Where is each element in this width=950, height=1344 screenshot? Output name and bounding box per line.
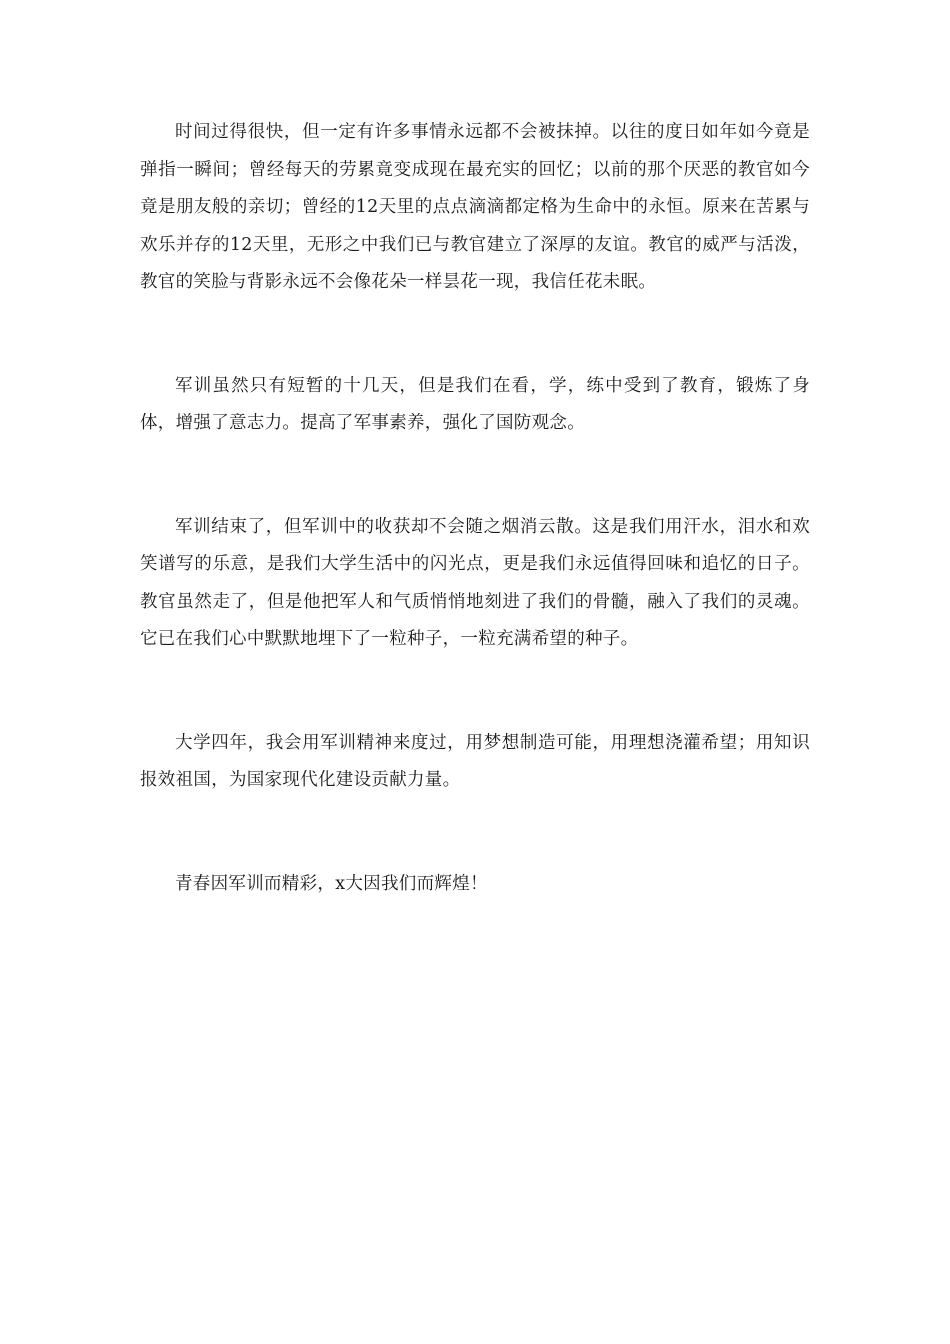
paragraph-gap bbox=[140, 800, 810, 866]
paragraph-gap bbox=[140, 443, 810, 509]
paragraph-gap bbox=[140, 302, 810, 368]
paragraph-5: 青春因军训而精彩，x大因我们而辉煌！ bbox=[175, 873, 488, 894]
paragraph-3: 军训结束了，但军训中的收获却不会随之烟消云散。这是我们用汗水，泪水和欢笑谱写的乐意，是我们大学生活中的闪光点，更是我们永远值得回味和追忆的日子。教官虽然走了，但是他把军人和气质悄悄地刻进了我们的骨髓，融入了我们的灵魂。它已在我们心中默默地埋下了一粒种子，一粒充满希望的种子。 bbox=[140, 516, 810, 649]
paragraph-gap bbox=[140, 659, 810, 725]
paragraph-4: 大学四年，我会用军训精神来度过，用梦想制造可能，用理想浇灌希望；用知识报效祖国，为国家现代化建设贡献力量。 bbox=[140, 732, 810, 790]
document-body bbox=[140, 114, 810, 903]
paragraph-1: 时间过得很快，但一定有许多事情永远都不会被抹掉。以往的度日如年如今竟是弹指一瞬间；曾经每天的劳累竟变成现在最充实的回忆；以前的那个厌恶的教官如今竟是朋友般的亲切；曾经的12天里的点点滴滴都定格为生命中的永恒。原来在苦累与欢乐并存的12天里，无形之中我们已与教官建立了深厚的友谊。教官的威严与活泼，教官的笑脸与背影永远不会像花朵一样昙花一现，我信任花未眠。 bbox=[140, 122, 810, 292]
paragraph-2: 军训虽然只有短暂的十几天，但是我们在看，学，练中受到了教育，锻炼了身体，增强了意志力。提高了军事素养，强化了国防观念。 bbox=[140, 375, 810, 433]
